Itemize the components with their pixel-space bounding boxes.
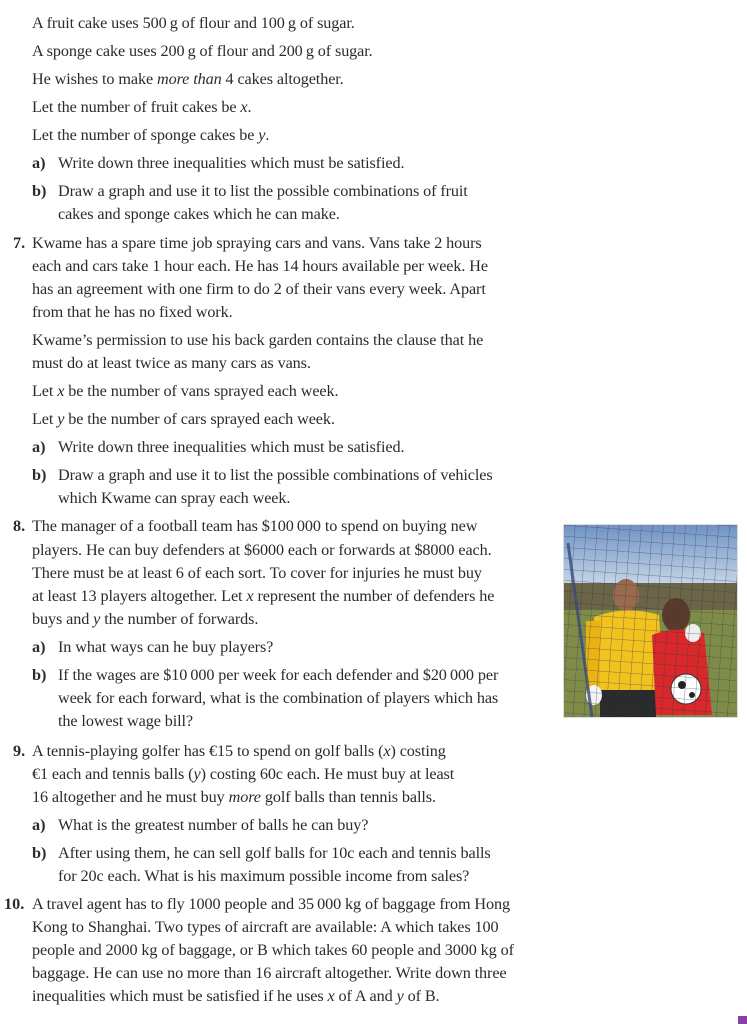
intro-line-2: A sponge cake uses 200 g of flour and 200 g of sugar. xyxy=(32,42,373,60)
intro-line-5 xyxy=(32,125,269,145)
variable: y xyxy=(93,610,101,628)
part-b-text: the lowest wage bill? xyxy=(58,712,194,730)
part-label-a: a) xyxy=(32,154,46,172)
part-b-text: which Kwame can spray each week. xyxy=(58,489,291,507)
variable: x xyxy=(383,742,391,760)
question-number-7: 7. xyxy=(13,234,26,252)
q7-let-y xyxy=(32,409,335,429)
q7-line: from that he has no fixed work. xyxy=(32,303,233,321)
part-b-text: After using them, he can sell golf balls for 10c each and tennis balls xyxy=(58,844,491,862)
emphasis: more xyxy=(228,788,261,806)
intro-line-1: A fruit cake uses 500 g of flour and 100 g of sugar. xyxy=(32,14,355,32)
question-number-10: 10. xyxy=(4,895,25,913)
text: the number of forwards. xyxy=(100,610,259,628)
part-b-text: Draw a graph and use it to list the possible combinations of fruit xyxy=(58,182,468,200)
part-b-text: Draw a graph and use it to list the possible combinations of vehicles xyxy=(58,466,493,484)
question-number-8: 8. xyxy=(13,517,26,535)
variable: x xyxy=(327,987,335,1005)
text: ) costing xyxy=(390,742,446,760)
q8-line: The manager of a football team has $100 000 to spend on buying new xyxy=(32,517,478,535)
q7-line: Kwame has a spare time job spraying cars and vans. Vans take 2 hours xyxy=(32,234,482,252)
footballers-illustration xyxy=(564,525,737,717)
part-b-text: If the wages are $10 000 per week for each defender and $20 000 per xyxy=(58,666,499,684)
part-label-a: a) xyxy=(32,438,46,456)
q7-line: each and cars take 1 hour each. He has 14 hours available per week. He xyxy=(32,257,488,275)
q8-line-4 xyxy=(32,586,494,606)
intro-line-4 xyxy=(32,97,251,117)
part-a-text: Write down three inequalities which must be satisfied. xyxy=(58,438,405,456)
text: buys and xyxy=(32,610,94,628)
text: . xyxy=(247,98,252,116)
variable: y xyxy=(396,987,404,1005)
text: Let the number of sponge cakes be xyxy=(32,126,259,144)
part-b-text: cakes and sponge cakes which he can make. xyxy=(58,205,340,223)
part-a-text: What is the greatest number of balls he can buy? xyxy=(58,816,369,834)
text: He wishes to make xyxy=(32,70,157,88)
text: A tennis-playing golfer has €15 to spend on golf balls ( xyxy=(32,742,384,760)
q8-line: players. He can buy defenders at $6000 each or forwards at $8000 each. xyxy=(32,541,492,559)
q10-line: Kong to Shanghai. Two types of aircraft are available: A which takes 100 xyxy=(32,918,499,936)
question-number-9: 9. xyxy=(13,742,26,760)
part-label-a: a) xyxy=(32,816,46,834)
text: 4 cakes altogether. xyxy=(221,70,344,88)
text: €1 each and tennis balls ( xyxy=(32,765,194,783)
text: Let the number of fruit cakes be xyxy=(32,98,241,116)
part-b-text: week for each forward, what is the combination of players which has xyxy=(58,689,499,707)
q10-line: baggage. He can use no more than 16 aircraft altogether. Write down three xyxy=(32,964,507,982)
q10-line-last xyxy=(32,986,439,1006)
q8-line-5 xyxy=(32,609,258,629)
text: 16 altogether and he must buy xyxy=(32,788,229,806)
text: be the number of cars sprayed each week. xyxy=(64,410,335,428)
text: represent the number of defenders he xyxy=(253,587,495,605)
text: be the number of vans sprayed each week. xyxy=(64,382,339,400)
q8-line: There must be at least 6 of each sort. To cover for injuries he must buy xyxy=(32,564,482,582)
variable: x xyxy=(57,382,65,400)
variable: y xyxy=(57,410,65,428)
text: inequalities which must be satisfied if he uses xyxy=(32,987,328,1005)
footballers-photo xyxy=(563,524,738,718)
q9-line-1 xyxy=(32,741,446,761)
variable: x xyxy=(246,587,254,605)
part-label-b: b) xyxy=(32,844,47,862)
part-label-b: b) xyxy=(32,666,47,684)
variable: y xyxy=(258,126,266,144)
emphasis: more than xyxy=(156,70,222,88)
q9-line-2 xyxy=(32,764,454,784)
text: . xyxy=(265,126,270,144)
text: at least 13 players altogether. Let xyxy=(32,587,247,605)
page-corner-marker xyxy=(738,1016,747,1024)
q9-line-3 xyxy=(32,787,436,807)
part-a-text: In what ways can he buy players? xyxy=(58,638,274,656)
q7-line: Kwame’s permission to use his back garden contains the clause that he xyxy=(32,331,484,349)
q7-line: must do at least twice as many cars as vans. xyxy=(32,354,311,372)
text: Let xyxy=(32,410,58,428)
intro-line-3 xyxy=(32,69,344,89)
part-label-a: a) xyxy=(32,638,46,656)
text: golf balls than tennis balls. xyxy=(260,788,436,806)
variable: x xyxy=(240,98,248,116)
part-label-b: b) xyxy=(32,182,47,200)
part-a-text: Write down three inequalities which must be satisfied. xyxy=(58,154,405,172)
q7-line: has an agreement with one firm to do 2 of their vans every week. Apart xyxy=(32,280,486,298)
text: Let xyxy=(32,382,58,400)
part-label-b: b) xyxy=(32,466,47,484)
text: ) costing 60c each. He must buy at least xyxy=(200,765,455,783)
q7-let-x xyxy=(32,381,338,401)
text: of B. xyxy=(403,987,440,1005)
q10-line: A travel agent has to fly 1000 people and 35 000 kg of baggage from Hong xyxy=(32,895,510,913)
part-b-text: for 20c each. What is his maximum possible income from sales? xyxy=(58,867,470,885)
variable: y xyxy=(193,765,201,783)
q10-line: people and 2000 kg of baggage, or B which takes 60 people and 3000 kg of xyxy=(32,941,514,959)
text: of A and xyxy=(334,987,397,1005)
